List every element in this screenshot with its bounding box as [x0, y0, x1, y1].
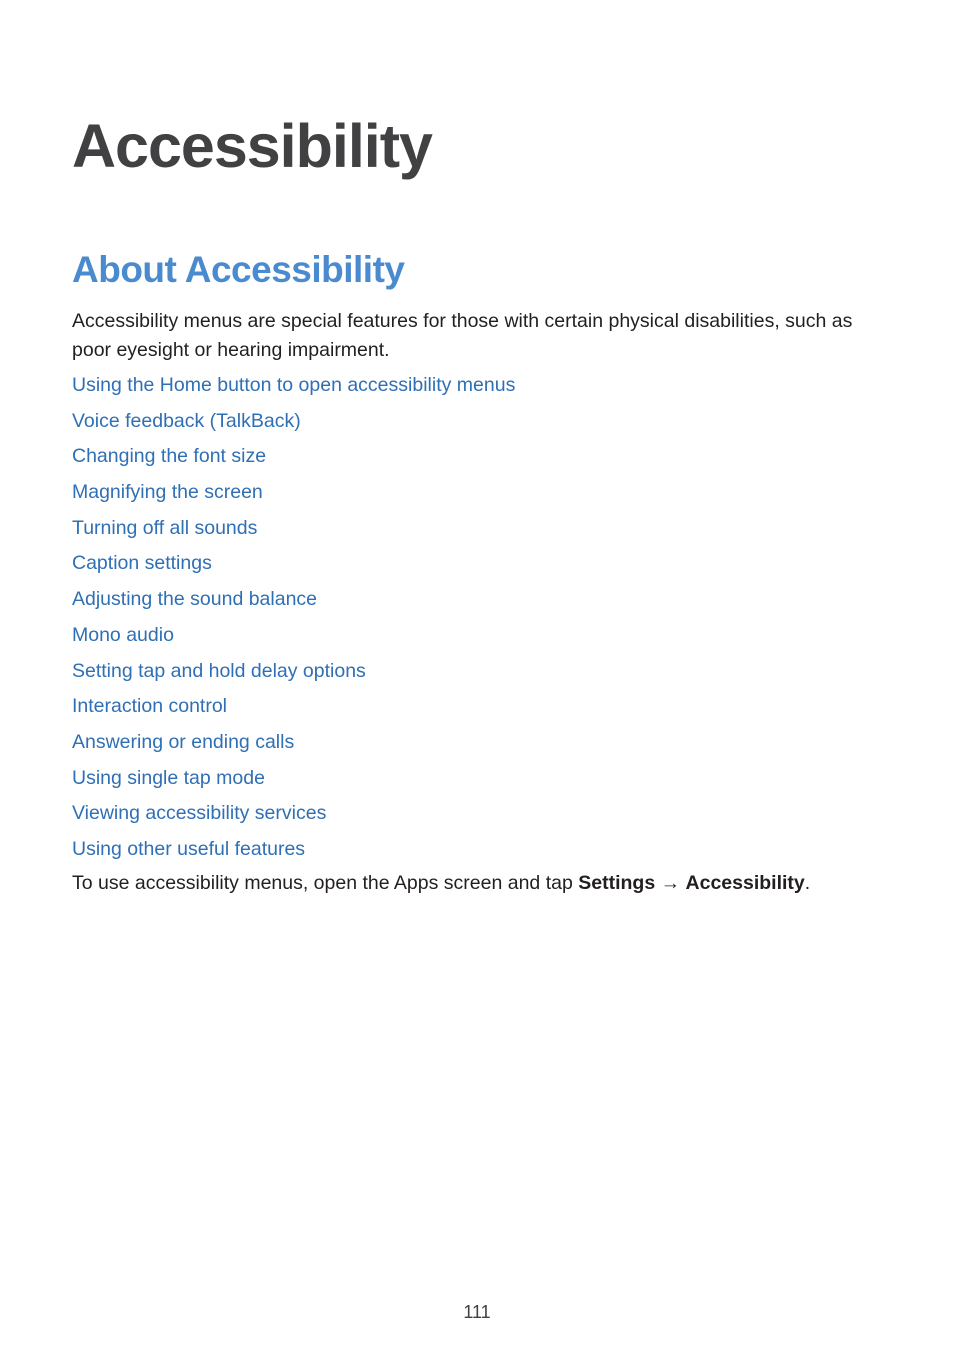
list-item: [72, 405, 515, 441]
topic-link-interaction-control[interactable]: Interaction control: [72, 695, 228, 718]
topic-link-answering-calls[interactable]: Answering or ending calls: [72, 730, 295, 753]
section-title: About Accessibility: [72, 249, 405, 290]
usage-prefix: To use accessibility menus, open the Apps screen and tap: [72, 872, 579, 894]
list-item: [72, 369, 515, 405]
list-item: [72, 547, 515, 583]
list-item: [72, 476, 515, 512]
topic-link-turning-off-sounds[interactable]: Turning off all sounds: [72, 516, 258, 539]
topic-link-voice-feedback[interactable]: Voice feedback (TalkBack): [72, 409, 301, 432]
topic-link-sound-balance[interactable]: Adjusting the sound balance: [72, 588, 318, 611]
chapter-title: Accessibility: [72, 112, 432, 180]
topic-link-caption-settings[interactable]: Caption settings: [72, 552, 212, 575]
accessibility-topic-list: [72, 369, 515, 869]
topic-link-single-tap-mode[interactable]: Using single tap mode: [72, 766, 265, 789]
topic-link-home-button[interactable]: Using the Home button to open accessibility menus: [72, 374, 516, 396]
list-item: [72, 583, 515, 619]
usage-suffix: .: [804, 872, 811, 894]
list-item: [72, 797, 515, 833]
list-item: [72, 726, 515, 762]
arrow-separator: →: [655, 872, 686, 894]
topic-link-magnifying[interactable]: Magnifying the screen: [72, 481, 263, 504]
list-item: [72, 655, 515, 691]
page-number: 111: [463, 1302, 491, 1322]
list-item: [72, 833, 515, 869]
accessibility-label: Accessibility: [685, 872, 805, 894]
topic-link-accessibility-services[interactable]: Viewing accessibility services: [72, 802, 327, 825]
topic-link-mono-audio[interactable]: Mono audio: [72, 623, 174, 646]
topic-link-font-size[interactable]: Changing the font size: [72, 445, 267, 468]
intro-paragraph: Accessibility menus are special features for those with certain physical disabilities, such as poor eyesight or hearing impairment.: [72, 310, 853, 361]
list-item: [72, 619, 515, 655]
list-item: [72, 762, 515, 798]
settings-label: Settings: [578, 872, 656, 894]
list-item: [72, 690, 515, 726]
list-item: [72, 440, 515, 476]
usage-instructions: [72, 869, 810, 898]
topic-link-other-features[interactable]: Using other useful features: [72, 837, 306, 860]
topic-link-tap-hold-delay[interactable]: Setting tap and hold delay options: [72, 659, 366, 682]
list-item: [72, 512, 515, 548]
